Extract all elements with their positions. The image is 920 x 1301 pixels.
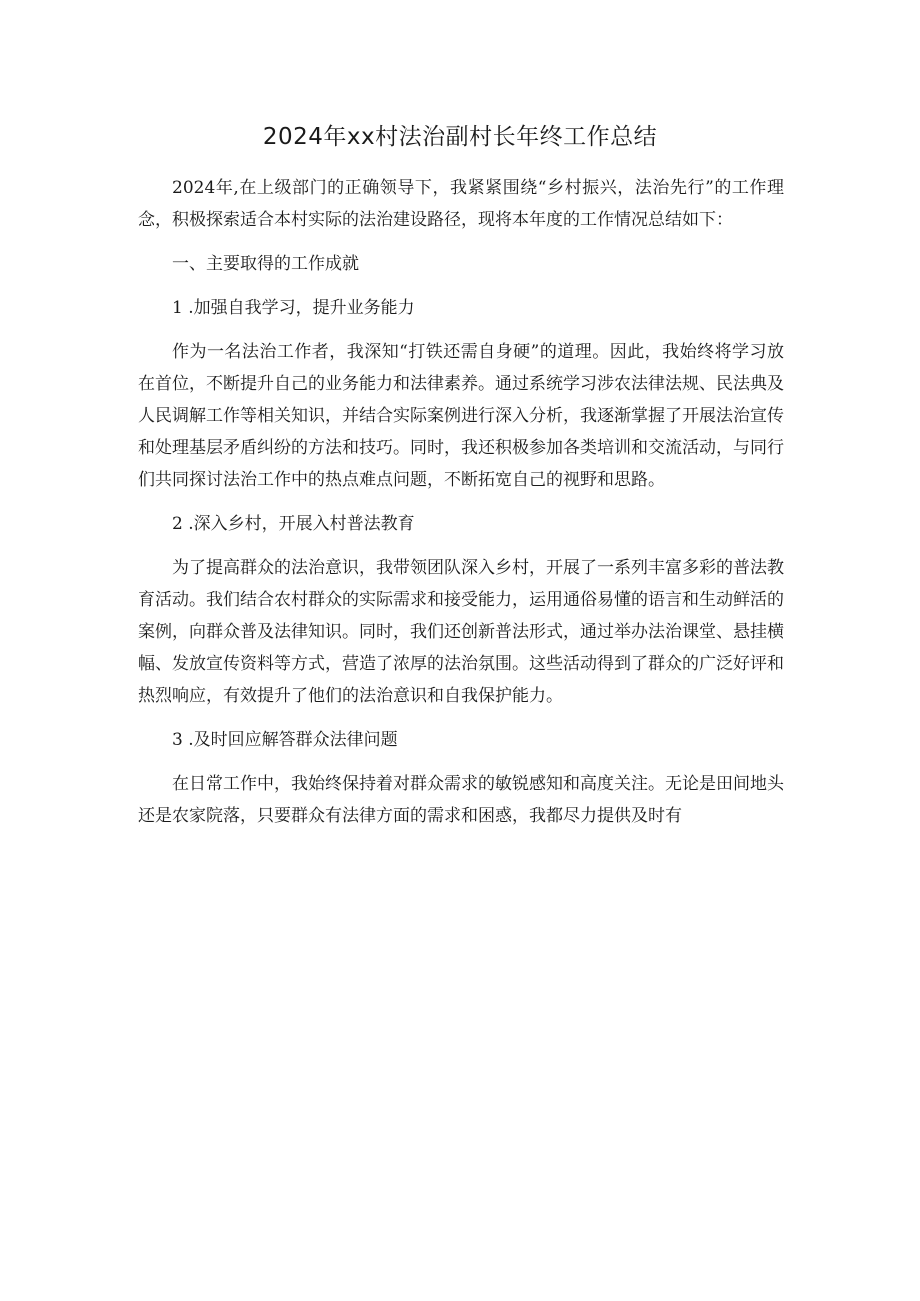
document-body	[138, 172, 784, 844]
paragraph-legal-questions: 在日常工作中，我始终保持着对群众需求的敏锐感知和高度关注。无论是田间地头还是农家院落，只要群众有法律方面的需求和困惑，我都尽力提供及时有	[138, 774, 784, 826]
paragraph-self-study: 作为一名法治工作者，我深知“打铁还需自身硬”的道理。因此，我始终将学习放在首位，不断提升自己的业务能力和法律素养。通过系统学习涉农法律法规、民法典及人民调解工作等相关知识，并结合实际案例进行深入分析，我逐渐掌握了开展法治宣传和处理基层矛盾纠纷的方法和技巧。同时，我还积极参加各类培训和交流活动，与同行们共同探讨法治工作中的热点难点问题，不断拓宽自己的视野和思路。	[138, 342, 784, 490]
document-title: 2024年xx村法治副村长年终工作总结	[262, 124, 658, 150]
paragraph-legal-education: 为了提高群众的法治意识，我带领团队深入乡村，开展了一系列丰富多彩的普法教育活动。我们结合农村群众的实际需求和接受能力，运用通俗易懂的语言和生动鲜活的案例，向群众普及法律知识。同时，我们还创新普法形式，通过举办法治课堂、悬挂横幅、发放宣传资料等方式，营造了浓厚的法治氛围。这些活动得到了群众的广泛好评和热烈响应，有效提升了他们的法治意识和自我保护能力。	[138, 558, 784, 706]
section-heading-achievements: 一、主要取得的工作成就	[172, 254, 359, 274]
item-heading-legal-education: 2 .深入乡村，开展入村普法教育	[172, 514, 415, 534]
item-heading-self-study: 1 .加强自我学习，提升业务能力	[172, 298, 415, 318]
intro-paragraph: 2024年,在上级部门的正确领导下，我紧紧围绕“乡村振兴，法治先行”的工作理念，积极探索适合本村实际的法治建设路径，现将本年度的工作情况总结如下：	[138, 178, 784, 230]
item-heading-legal-questions: 3 .及时回应解答群众法律问题	[172, 730, 398, 750]
